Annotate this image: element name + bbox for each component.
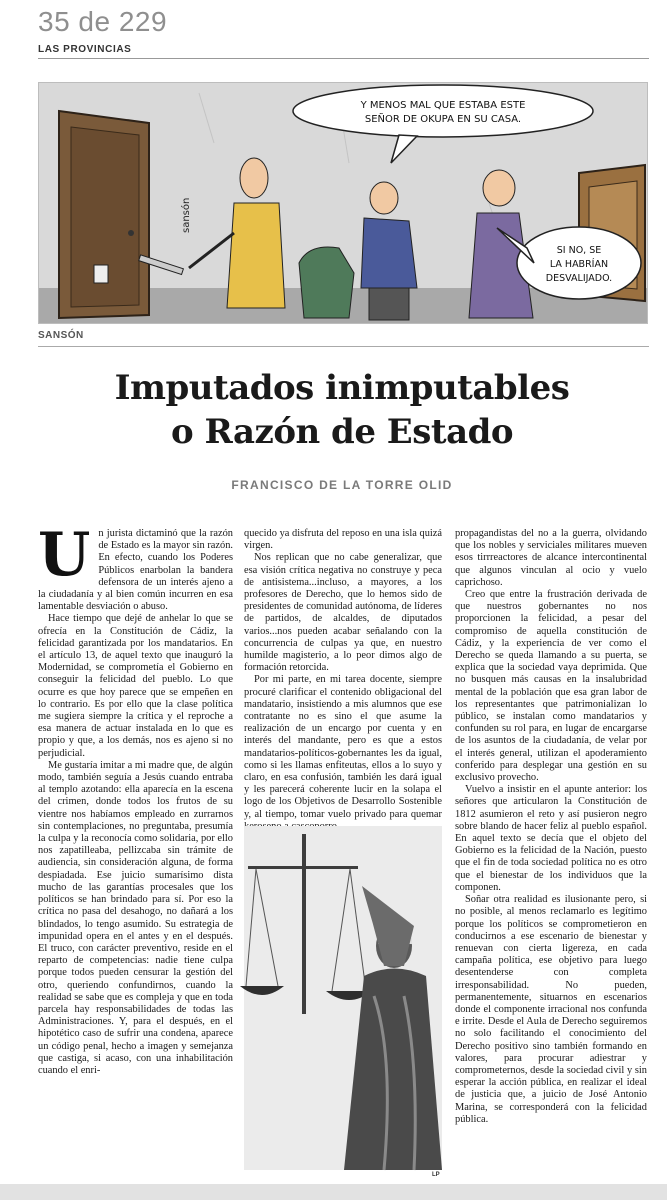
justice-statue-photo [244, 826, 442, 1170]
bubble2-line1: SI NO, SE [556, 245, 602, 256]
paragraph: Me gustaría imitar a mi madre que, de algún modo, también seguía a Jesús cuando entraba al templo azotando: ella aparecía en la escena del crimen, donde todos los frutos de su vientre nos habíamos empleado en zurrarnos sin contemplaciones, no preguntaba, presumía la culpa y la reconocía como solidaria, por ello nos zapatilleaba, pellizcaba sin trámite de audiencia, sin consideración alguna, de forma despiadada. Ese juicio sumarísimo dista mucho de las garantías procesales que los políticos se han brindado para sí. Por eso la crítica no pasa del desahogo, no dañará a los blindados, lo tengo asumido. Su estrategia de impunidad opera en el antes y en el después. El truco, con carácter preventivo, reside en el reparto de competencias: nadie tiene culpa porque todos pueden censurar la gestión del otro, queriendo confundirnos, cuando la realidad se sabe que es compleja y que en toda parcela hay responsabilidades de todas las Administraciones. Y, para el después, en el hipotético caso de sufrir una condena, aparece un código penal, hecho a imagen y semejanza que castiga, si acaso, con una inhabilitación cuando el enri- [38, 759, 233, 1076]
paragraph: propagandistas del no a la guerra, olvidando que los nobles y serviciales militares mueven esos tirrreactores de alcance intercontinental que algunos vinculan al ocio y vuelo caprichoso. [455, 528, 647, 588]
headline-line2: o Razón de Estado [170, 412, 514, 452]
bubble2-line2: LA HABRÍAN [549, 259, 609, 270]
paragraph: quecido ya disfruta del reposo en una isla quizá virgen. [244, 528, 442, 552]
bottom-gutter [0, 1184, 667, 1200]
paragraph: n jurista dictaminó que la razón de Estado es la mayor sin razón. En efecto, cuando los Poderes Públicos enarbolan la bandera defensora de un interés ajeno a la ciudadanía y al bien común incurren en esa lamentable desviación o abuso. [38, 528, 233, 613]
article-headline [38, 366, 646, 454]
article-column-1 [38, 520, 233, 1168]
cartoon-illustration [38, 82, 648, 324]
photo-credit: LP [432, 1172, 440, 1178]
publication-name: LAS PROVINCIAS [38, 44, 132, 55]
headline-line1: Imputados inimputables [114, 368, 570, 408]
bubble2-line3: DESVALIJADO. [545, 273, 613, 284]
paragraph: Hace tiempo que dejé de anhelar lo que se ofrecía en la Constitución de Cádiz, la felicidad garantizada por los mandatarios. En el artículo 13, de aquel texto que inauguró la Modernidad, se comprometía el Gobierno en conseguir la felicidad del pueblo. Lo que ocurre es que hoy parece que se empeñen en lo contrario. Es por ello que la clase política me sugiera siempre la crítica y el reproche a esa manera de actuar instalada en lo que es propio y que, a los demás, nos es ajeno si no perjudicial. [38, 613, 233, 759]
cartoon-signature: sansón [181, 197, 192, 233]
bubble1-line2: SEÑOR DE OKUPA EN SU CASA. [364, 114, 522, 125]
dropcap: U [38, 520, 91, 590]
article-author: FRANCISCO DE LA TORRE OLID [231, 478, 453, 492]
paragraph: Nos replican que no cabe generalizar, que esa visión crítica negativa no construye y peca de antisistema...incluso, a mayores, a los profesores de Derecho, que lo hemos sido de presidentes de comunidad autónoma, de líderes de partidos, de alcaldes, de diputados varios...nos pueden acabar señalando con la concurrencia de culpas ya que, en nuestro humilde magisterio, a lo peor dimos algo de formación retorcida. [244, 552, 442, 674]
paragraph: Vuelvo a insistir en el apunte anterior: los señores que articularon la Constitución de 1812 asumieron el reto y así pusieron negro sobre blando de hacer feliz al pueblo español. En aquel texto se decía que el objeto del Gobierno es la felicidad de la Nación, puesto que el fin de toda sociedad política no es otro que el bienestar de los individuos que la componen. [455, 784, 647, 893]
paragraph: Por mi parte, en mi tarea docente, siempre procuré clarificar el contenido obligacional del mandatario, insistiendo a mis alumnos que ese contratante no es sino el que asume la realización de un encargo por cuenta y en interés del mandante, pero es que a estos mandatarios-políticos-gobernantes les da igual, como si les llamas enfiteutas, ellos a lo suyo y claro, en esa confusión, también les dará igual y les parecerá coherente lucir en la solapa el logo de los Objetivos de Desarrollo Sostenible y, al tiempo, tomar vuelo privado para quemar [244, 674, 442, 820]
article-column-3 [455, 528, 647, 1168]
cartoon-credit: SANSÓN [38, 330, 84, 341]
section-rule [38, 346, 649, 347]
header-rule [38, 58, 649, 59]
page-counter: 35 de 229 [38, 6, 168, 37]
scales-of-justice-image [244, 826, 442, 1170]
paragraph: Soñar otra realidad es ilusionante pero, si no posible, al menos reclamarlo es legítimo porque los políticos se comprometieron en conducirnos a ese escenario de bienestar y renuevan con cierta ligereza, en cada campaña política, ese objetivo para luego desentenderse con completa irresponsabilidad. No pueden, permanentemente, situarnos en escenarios donde el componente irracional nos confunda e irrite. Desde el Aula de Derecho seguiremos no solo facilitando el conocimiento del Derecho positivo sino también formando en valores, para procurar adiestrar y comprometernos, desde la sociedad civil y sin esperar la acción pública, en realizar el ideal de justicia que, a juicio de José Antonio Marina, se corresponderá con la felicidad pública. [455, 894, 647, 1125]
bubble1-line1: Y MENOS MAL QUE ESTABA ESTE [360, 100, 526, 111]
article-column-2 [244, 528, 442, 818]
paragraph: Creo que entre la frustración derivada de que nuestros gobernantes no nos proporcionen la felicidad, a pesar del compromiso de aquella constitución de Cádiz, y la experiencia de ver como el Derecho se queda llamando a su puerta, se explica que la sociedad vaya deprimida. Que no busquen más causas en la insalubridad mental de la población que esa gran labor de los representantes que patrimonializan lo público, se instalan como mandatarios y confunden su rol para, en lugar de encargarse de los asuntos de la ciudadanía, de velar por el interés general, utilizan el apoderamiento conferido para desplegar una gestión en su exclusivo provecho. [455, 589, 647, 784]
cartoon-drawing [39, 83, 647, 323]
